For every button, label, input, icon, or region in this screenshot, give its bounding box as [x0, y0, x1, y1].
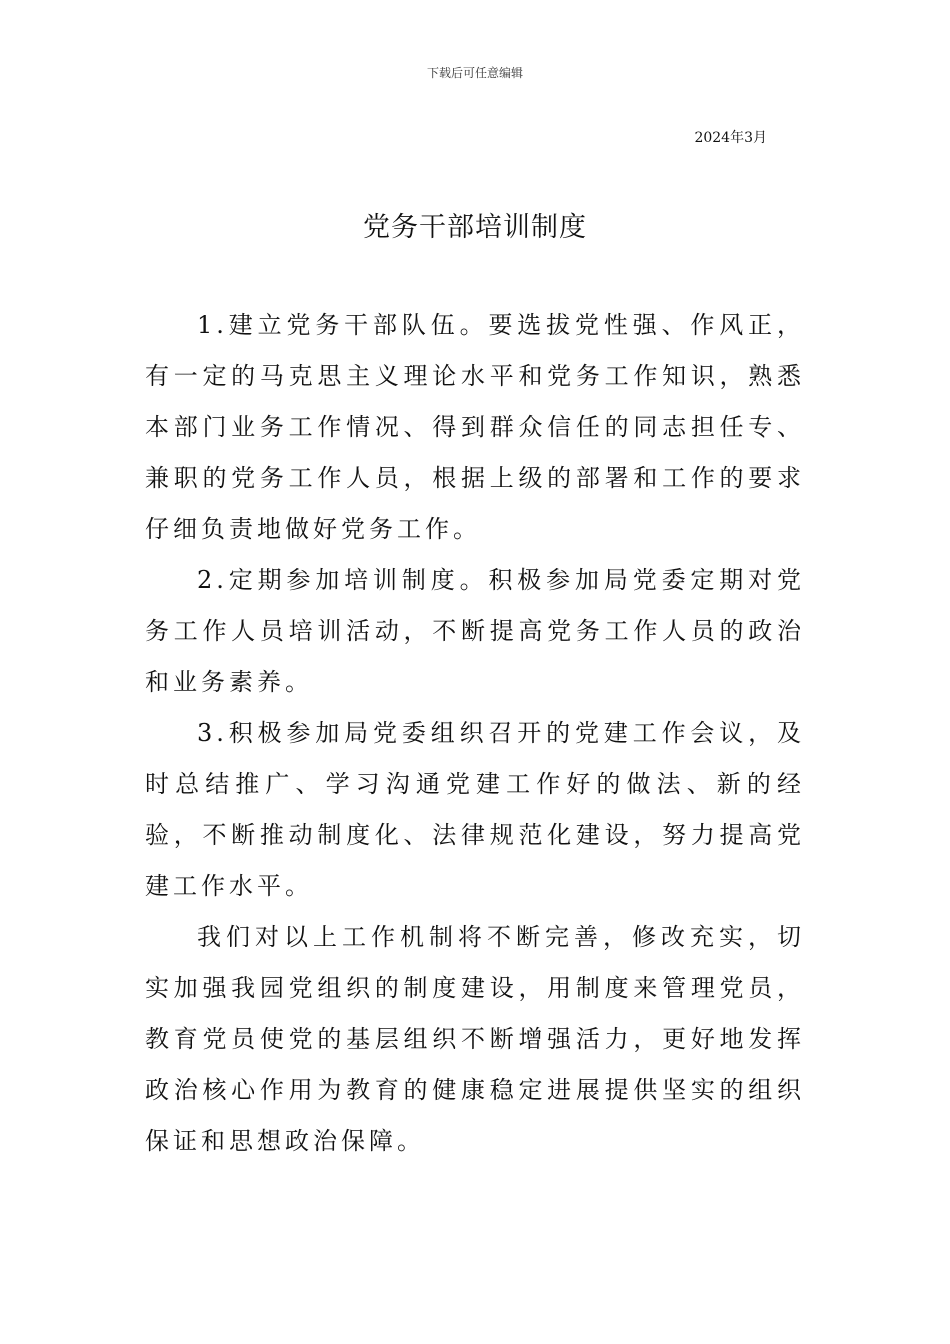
document-body	[145, 300, 805, 1167]
document-title: 党务干部培训制度	[363, 212, 587, 243]
document-date: 2024年3月	[694, 130, 767, 146]
paragraph-2: 2.定期参加培训制度。积极参加局党委定期对党务工作人员培训活动，不断提高党务工作人员的政治和业务素养。	[145, 566, 805, 696]
paragraph-1: 1.建立党务干部队伍。要选拔党性强、作风正，有一定的马克思主义理论水平和党务工作知识，熟悉本部门业务工作情况、得到群众信任的同志担任专、兼职的党务工作人员，根据上级的部署和工作的要求仔细负责地做好党务工作。	[145, 311, 805, 543]
paragraph-4: 我们对以上工作机制将不断完善，修改充实，切实加强我园党组织的制度建设，用制度来管理党员，教育党员使党的基层组织不断增强活力，更好地发挥政治核心作用为教育的健康稳定进展提供坚实的组织保证和思想政治保障。	[145, 923, 805, 1155]
paragraph-3: 3.积极参加局党委组织召开的党建工作会议，及时总结推广、学习沟通党建工作好的做法、新的经验，不断推动制度化、法律规范化建设，努力提高党建工作水平。	[145, 719, 805, 900]
page-header-note: 下载后可任意编辑	[426, 66, 523, 80]
